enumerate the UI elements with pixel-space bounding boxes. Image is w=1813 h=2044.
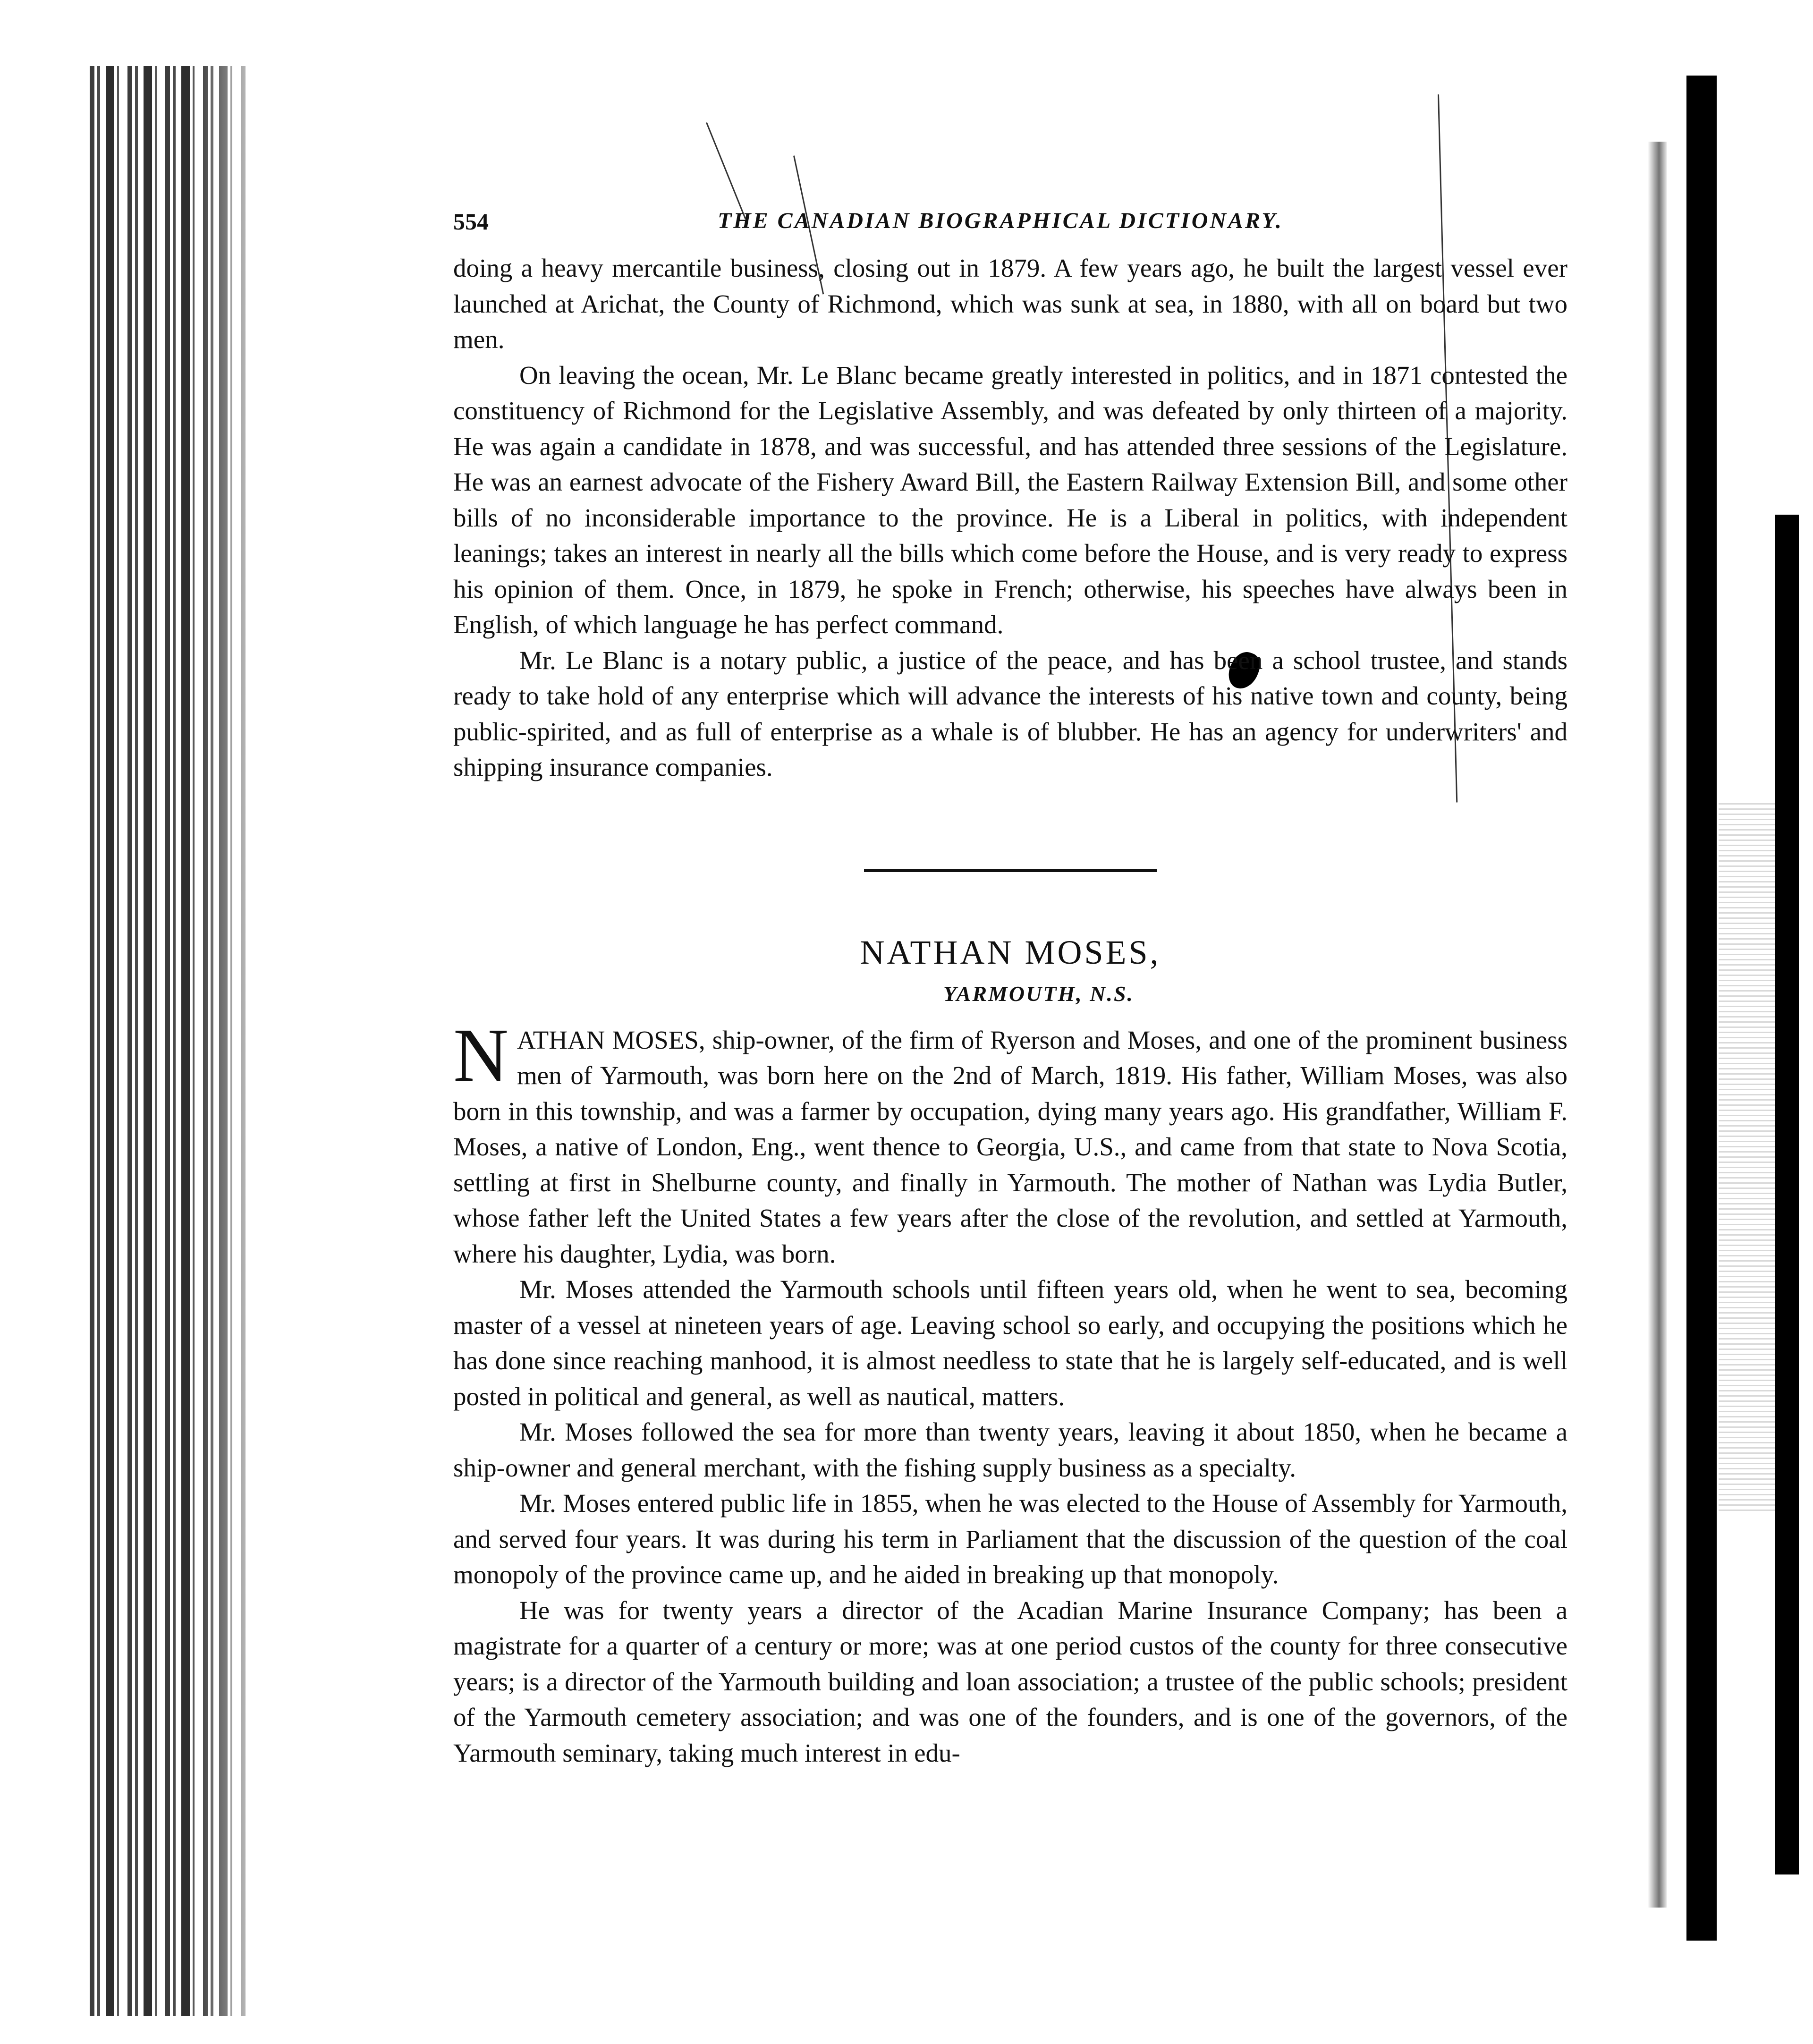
entry-place: YARMOUTH, N.S. bbox=[943, 981, 1135, 1006]
paragraph: On leaving the ocean, Mr. Le Blanc became greatly interested in politics, and in 1871 contested the constituency of Richmond for the Legislative Assembly, and was defeated by only thirteen of a majority. He was again a candidate in 1878, and was successful, and has attended three sessions of the Legislature. He was an earnest advocate of the Fishery Award Bill, the Eastern Railway Extension Bill, and some other bills of no inconsiderable importance to the province. He is a Liberal in politics, with independent leanings; takes an interest in nearly all the bills which come before the House, and is very ready to express his opinion of them. Once, in 1879, he spoke in French; otherwise, his speeches have always been in English, of which language he has perfect command. bbox=[453, 360, 1567, 639]
entry-title: NATHAN MOSES, bbox=[860, 933, 1161, 971]
page-text-column bbox=[453, 208, 1567, 1771]
scan-edge-right bbox=[1686, 76, 1717, 1941]
drop-cap: N bbox=[453, 1013, 508, 1098]
entry-body bbox=[453, 1013, 1567, 1771]
scan-edge-bar bbox=[1775, 515, 1799, 1874]
paragraph: He was for twenty years a director of the Acadian Marine Insurance Company; has been a magistrate for a quarter of a century or more; was at one period custos of the county for three consecutive years; is a director of the Yarmouth building and loan association; a trustee of the public schools; president of the Yarmouth cemetery association; and was one of the founders, and is one of the governors, of the Yarmouth seminary, taking much interest in edu- bbox=[453, 1595, 1567, 1767]
paragraph: doing a heavy mercantile business, closing out in 1879. A few years ago, he built the largest vessel ever launched at Arichat, the County of Richmond, which was sunk at sea, in 1880, with all on board but two men. bbox=[453, 254, 1567, 354]
page-number: 554 bbox=[453, 208, 489, 235]
paragraph-text: ATHAN MOSES, ship-owner, of the firm of Ryerson and Moses, and one of the prominent business men of Yarmouth, was born here on the 2nd of March, 1819. His father, William Moses, was also born in this township, and was a farmer by occupation, dying many years ago. His grandfather, William F. Moses, a native of London, Eng., went thence to Georgia, U.S., and came from that state to Nova Scotia, settling at first in Shelburne county, and finally in Yarmouth. The mother of Nathan was Lydia Butler, whose father left the United States a few years after the close of the revolution, and settled at Yarmouth, where his daughter, Lydia, was born. bbox=[453, 1025, 1567, 1268]
paragraph: Mr. Moses attended the Yarmouth schools until fifteen years old, when he went to sea, becoming master of a vessel at nineteen years of age. Leaving school so early, and occupying the positions which he has done since reaching manhood, it is almost needless to state that he is largely self-educated, and is well posted in political and general, as well as nautical, matters. bbox=[453, 1275, 1567, 1411]
section-divider bbox=[864, 869, 1157, 872]
scan-binding-fade bbox=[198, 66, 274, 2016]
paragraph: Mr. Moses entered public life in 1855, when he was elected to the House of Assembly for Yarmouth, and served four years. It was during his term in Parliament that the discussion of the question of the coal monopoly of the province came up, and he aided in breaking up that monopoly. bbox=[453, 1489, 1567, 1589]
scan-edge-speckle bbox=[1719, 803, 1785, 1511]
previous-entry bbox=[453, 250, 1567, 785]
scan-scratch bbox=[706, 122, 746, 219]
paragraph bbox=[453, 1013, 1567, 1272]
paragraph: Mr. Le Blanc is a notary public, a justice of the peace, and has been a school trustee, and stands ready to take hold of any enterprise which will advance the interests of his native town and county, being public-spirited, and as full of enterprise as a whale is of blubber. He has an agency for underwriters' and shipping insurance companies. bbox=[453, 645, 1567, 781]
running-title: THE CANADIAN BIOGRAPHICAL DICTIONARY. bbox=[718, 208, 1283, 233]
running-head bbox=[453, 208, 1567, 250]
scan-edge-shadow bbox=[1648, 142, 1667, 1908]
paragraph: Mr. Moses followed the sea for more than twenty years, leaving it about 1850, when he became a ship-owner and general merchant, with the fishing supply business as a specialty. bbox=[453, 1417, 1567, 1482]
